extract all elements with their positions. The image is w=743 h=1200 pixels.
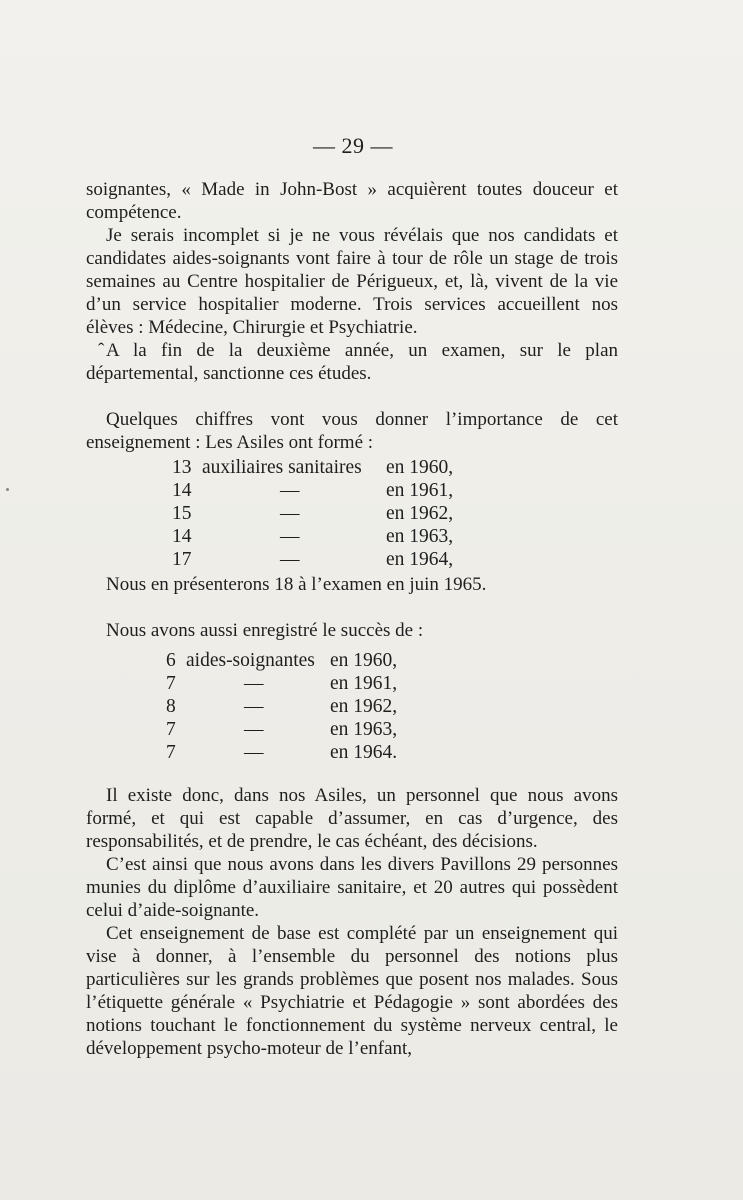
auxiliaires-list: [172, 456, 618, 571]
count: 13: [172, 457, 192, 478]
year: en 1961,: [330, 673, 398, 694]
ditto-dash: —: [280, 526, 300, 547]
list-item: [172, 502, 618, 525]
count: 7: [166, 719, 176, 740]
paragraph-2: Je serais incomplet si je ne vous révélais que nos candidats et candidates aides-soignants vont faire à tour de rôle un stage de trois semaines au Centre hospitalier de Périgueux, et, là, vivent de la vie d’un service hospitalier moderne. Trois services accueillent nos élèves : Médecine, Chirurgie et Psychiatrie.: [86, 225, 618, 338]
year: en 1960,: [330, 650, 398, 671]
page-number: — 29 —: [313, 133, 393, 158]
list-item: [166, 649, 618, 672]
count: 6: [166, 650, 176, 671]
label: auxiliaires sanitaires: [202, 457, 362, 478]
count: 8: [166, 696, 176, 717]
ditto-dash: —: [244, 696, 264, 717]
paragraph-3-mark: ˆ: [98, 340, 105, 361]
spacer: [86, 764, 618, 784]
list-item: [166, 741, 618, 764]
count: 17: [172, 549, 192, 570]
count: 14: [172, 480, 192, 501]
paragraph-4: Quelques chiffres vont vous donner l’importance de cet enseignement : Les Asiles ont formé :: [86, 409, 618, 453]
aides-list: [166, 649, 618, 764]
list-item: [172, 548, 618, 571]
spacer: [86, 385, 618, 408]
list-item: [166, 718, 618, 741]
ditto-dash: —: [280, 480, 300, 501]
year: en 1962,: [386, 503, 454, 524]
ditto-dash: —: [244, 719, 264, 740]
paragraph-3: [86, 339, 618, 385]
year: en 1964.: [330, 742, 398, 763]
list-item: [172, 456, 618, 479]
spacer: [86, 596, 618, 619]
count: 15: [172, 503, 192, 524]
paragraph-3-text: A la fin de la deuxième année, un examen, sur le plan départemental, sanctionne ces études.: [86, 340, 618, 384]
year: en 1960,: [386, 457, 454, 478]
list-item: [166, 672, 618, 695]
margin-mark: [6, 488, 9, 491]
body-text: [86, 178, 618, 1060]
year: en 1964,: [386, 549, 454, 570]
ditto-dash: —: [280, 503, 300, 524]
year: en 1963,: [330, 719, 398, 740]
count: 7: [166, 742, 176, 763]
ditto-dash: —: [280, 549, 300, 570]
year: en 1961,: [386, 480, 454, 501]
year: en 1962,: [330, 696, 398, 717]
ditto-dash: —: [244, 742, 264, 763]
paragraph-1: soignantes, « Made in John-Bost » acquièrent toutes douceur et compétence.: [86, 179, 618, 223]
list-item: [172, 479, 618, 502]
count: 7: [166, 673, 176, 694]
paragraph-5: Nous en présenterons 18 à l’examen en juin 1965.: [106, 574, 487, 595]
paragraph-8: C’est ainsi que nous avons dans les divers Pavillons 29 personnes munies du diplôme d’auxiliaire sanitaire, et 20 autres qui possèdent celui d’aide-soignante.: [86, 854, 618, 921]
list-item: [172, 525, 618, 548]
paragraph-9: Cet enseignement de base est complété par un enseignement qui vise à donner, à l’ensemble du personnel des notions plus particulières sur les grands problèmes que posent nos malades. Sous l’étiquette générale « Psychiatrie et Pédagogie » sont abordées des notions touchant le fonctionnement du système nerveux central, le développement psycho-moteur de l’enfant,: [86, 923, 618, 1059]
paragraph-6: Nous avons aussi enregistré le succès de :: [106, 620, 424, 641]
count: 14: [172, 526, 192, 547]
list-item: [166, 695, 618, 718]
label: aides-soignantes: [186, 650, 315, 671]
ditto-dash: —: [244, 673, 264, 694]
paragraph-7: Il existe donc, dans nos Asiles, un personnel que nous avons formé, et qui est capable d’assumer, en cas d’urgence, des responsabilités, et de prendre, le cas échéant, des décisions.: [86, 785, 618, 852]
year: en 1963,: [386, 526, 454, 547]
